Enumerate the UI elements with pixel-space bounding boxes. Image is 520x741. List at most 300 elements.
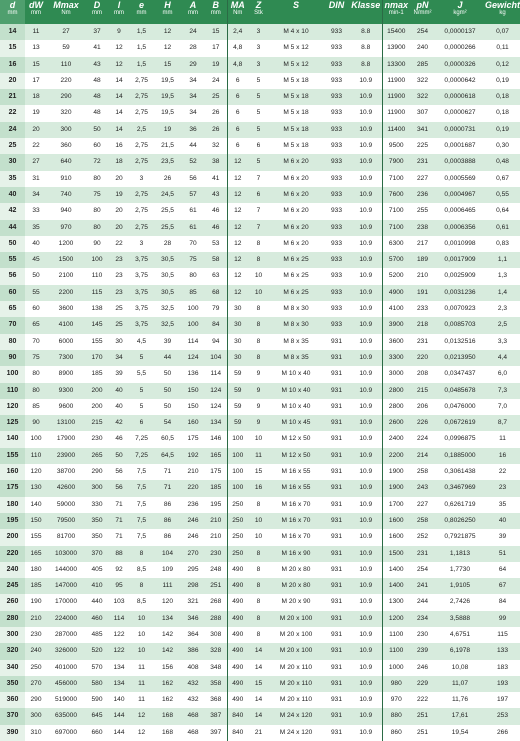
table-cell: 29 [181,57,205,73]
table-cell: 246 [181,513,205,529]
table-cell: M 24 x 120 [269,725,323,741]
table-cell: 15 [154,57,181,73]
table-cell: 40 [109,383,129,399]
table-cell: 931 [323,513,350,529]
table-cell: 933 [323,122,350,138]
table-cell: 580 [85,676,109,692]
table-cell: 0,0006356 [435,220,485,236]
table-cell: 14 [109,73,129,89]
table-cell: 10.9 [350,187,382,203]
table-cell: 220 [47,73,85,89]
table-cell: 51 [485,546,520,562]
header-klasse: Klasse [350,0,382,24]
table-cell: 25,5 [154,220,181,236]
table-cell: 155 [0,448,25,464]
table-cell: 17,61 [435,708,485,724]
table-cell: 18 [25,89,47,105]
table-row [0,464,520,480]
table-cell: 75 [85,187,109,203]
table-cell: 12 [154,40,181,56]
table-cell: 150 [181,399,205,415]
table-cell: 58 [205,252,227,268]
table-row [0,366,520,382]
table-cell: 59000 [47,497,85,513]
table-cell: 13100 [47,415,85,431]
table-cell: 322 [410,89,435,105]
table-cell: 970 [47,220,85,236]
table-cell: 6 [227,105,248,121]
table-cell: 130 [25,480,47,496]
table-cell: 10 [248,529,269,545]
table-cell: 0,0213950 [435,350,485,366]
table-cell: 3,75 [129,252,154,268]
table-cell: 931 [323,546,350,562]
table-cell: 1,1 [485,252,520,268]
table-cell: M 6 x 25 [269,252,323,268]
table-row [0,448,520,464]
table-cell: 24,5 [154,187,181,203]
table-cell: M 4 x 10 [269,24,323,40]
table-cell: 1600 [382,529,410,545]
table-cell: 8 [248,546,269,562]
table-cell: 490 [227,594,248,610]
table-cell: 14 [109,89,129,105]
table-cell: 134 [109,676,129,692]
table-cell: 81700 [47,529,85,545]
table-cell: 61 [181,220,205,236]
table-cell: 217 [410,236,435,252]
table-cell: 45 [25,252,47,268]
table-cell: 20 [25,122,47,138]
table-cell: 10 [129,611,154,627]
table-cell: M 6 x 20 [269,154,323,170]
table-cell: 1900 [382,480,410,496]
table-cell: 142 [154,643,181,659]
table-cell: 2800 [382,399,410,415]
table-cell: 59 [47,40,85,56]
table-cell: 2800 [382,383,410,399]
table-cell: 28 [154,236,181,252]
table-cell: 0,1885000 [435,448,485,464]
table-cell: M 6 x 20 [269,187,323,203]
table-cell: 519000 [47,692,85,708]
table-cell: 230 [205,546,227,562]
table-cell: 386 [181,643,205,659]
table-cell: 222 [410,692,435,708]
table-cell: 56 [0,268,25,284]
table-cell: 10.9 [350,383,382,399]
table-cell: 20 [109,220,129,236]
table-cell: 55 [0,252,25,268]
table-row [0,643,520,659]
table-cell: 100 [181,301,205,317]
table-cell: 21,5 [154,138,181,154]
table-cell: 38 [205,154,227,170]
table-cell: 931 [323,643,350,659]
table-cell: 162 [154,676,181,692]
table-cell: 10.9 [350,562,382,578]
table-cell: 270 [25,676,47,692]
table-cell: 120 [25,464,47,480]
table-cell: M 16 x 70 [269,497,323,513]
table-cell: 80 [85,203,109,219]
table-cell: 50 [154,399,181,415]
table-cell: 10 [248,431,269,447]
table-cell: 14 [109,105,129,121]
table-cell: 12 [109,40,129,56]
table-row [0,692,520,708]
table-cell: 645 [85,708,109,724]
table-cell: 175 [181,431,205,447]
table-cell: 50 [154,366,181,382]
table-cell: 210 [25,611,47,627]
table-cell: 6 [227,73,248,89]
table-cell: 10.9 [350,317,382,333]
table-row [0,350,520,366]
table-cell: 8,5 [129,594,154,610]
table-cell: 1900 [382,464,410,480]
table-cell: 92 [109,562,129,578]
table-cell: 19,5 [154,89,181,105]
table-cell: 240 [0,562,25,578]
table-cell: 3 [129,171,154,187]
table-cell: M 5 x 12 [269,40,323,56]
table-cell: 111 [154,578,181,594]
table-cell: 67 [485,578,520,594]
table-cell: 136 [181,366,205,382]
table-cell: 7,3 [485,383,520,399]
table-cell: 23 [109,252,129,268]
table-cell: 71 [154,480,181,496]
table-cell: 12 [227,285,248,301]
table-cell: 59 [227,366,248,382]
table-cell: 65 [25,317,47,333]
table-cell: 300 [85,480,109,496]
table-cell: 11 [129,660,154,676]
table-cell: 258 [410,513,435,529]
table-cell: 260 [0,594,25,610]
table-cell: 364 [181,627,205,643]
table-cell: 251 [410,708,435,724]
table-cell: 10.9 [350,725,382,741]
table-cell: 7,5 [129,529,154,545]
table-cell: 0,55 [485,187,520,203]
table-cell: 2,75 [129,154,154,170]
table-cell: 320 [47,105,85,121]
table-cell: M 6 x 20 [269,171,323,187]
table-cell: 328 [205,643,227,659]
table-cell: 10.9 [350,334,382,350]
table-cell: 59 [227,383,248,399]
table-cell: 48 [85,105,109,121]
table-cell: 6 [227,89,248,105]
table-row [0,105,520,121]
table-cell: 0,0476000 [435,399,485,415]
table-cell: 7 [248,203,269,219]
table-cell: 931 [323,334,350,350]
table-row [0,24,520,40]
table-cell: 85 [25,399,47,415]
table-row [0,171,520,187]
table-cell: 20 [109,171,129,187]
table-cell: 9 [248,399,269,415]
table-cell: 0,18 [485,89,520,105]
table-cell: 124 [205,399,227,415]
table-cell: 165 [25,546,47,562]
table-cell: 3900 [382,317,410,333]
table-cell: 250 [25,660,47,676]
table-cell: 71 [109,529,129,545]
table-cell: 931 [323,366,350,382]
table-cell: 840 [227,725,248,741]
table-cell: 2200 [382,448,410,464]
table-cell: 239 [410,643,435,659]
table-cell: 0,0004967 [435,187,485,203]
table-cell: 485 [85,627,109,643]
table-cell: 200 [85,399,109,415]
table-cell: 910 [47,171,85,187]
table-cell: 7300 [47,350,85,366]
table-cell: 1200 [47,236,85,252]
header-gewicht: Gewicht kg [485,0,520,24]
table-cell: 104 [205,350,227,366]
table-cell: 933 [323,57,350,73]
table-cell: 33 [25,203,47,219]
table-cell: 0,61 [485,220,520,236]
table-cell: 56 [109,480,129,496]
table-cell: 56 [109,464,129,480]
table-cell: 9300 [47,383,85,399]
table-cell: 27 [25,154,47,170]
table-cell: 1500 [47,252,85,268]
table-cell: 52 [181,154,205,170]
table-cell: 70 [25,334,47,350]
table-cell: 8 [248,562,269,578]
table-cell: 326000 [47,643,85,659]
table-cell: 9 [248,383,269,399]
header-e: e mm [129,0,154,24]
table-cell: 122 [109,627,129,643]
table-cell: 931 [323,611,350,627]
table-cell: 30 [227,350,248,366]
table-cell: 100 [85,252,109,268]
table-cell: M 16 x 55 [269,464,323,480]
table-cell: 3 [248,57,269,73]
table-cell: 22 [25,138,47,154]
table-cell: 170000 [47,594,85,610]
table-cell: 320 [0,643,25,659]
table-cell: 0,19 [485,73,520,89]
table-cell: 322 [410,73,435,89]
table-cell: 26 [154,171,181,187]
table-cell: 5,5 [129,366,154,382]
table-cell: 64 [485,562,520,578]
table-cell: 280 [0,611,25,627]
header-D: D mm [85,0,109,24]
table-cell: 4,8 [227,57,248,73]
table-cell: 268 [205,594,227,610]
table-row [0,708,520,724]
table-cell: 933 [323,203,350,219]
table-cell: 8 [248,611,269,627]
table-cell: 10.9 [350,708,382,724]
table-cell: 3,5888 [435,611,485,627]
table-cell: 19 [205,57,227,73]
table-cell: 0,0000266 [435,40,485,56]
table-cell: 238 [410,220,435,236]
table-cell: 432 [181,692,205,708]
table-cell: 6 [248,138,269,154]
table-cell: 931 [323,448,350,464]
table-cell: 8 [129,578,154,594]
table-cell: 2,75 [129,138,154,154]
table-cell: 23 [109,268,129,284]
table-cell: 0,0000618 [435,89,485,105]
table-cell: M 5 x 18 [269,122,323,138]
table-row [0,268,520,284]
table-cell: M 16 x 55 [269,480,323,496]
table-row [0,676,520,692]
table-cell: 110 [47,57,85,73]
table-cell: 7100 [382,171,410,187]
table-cell: 155 [25,529,47,545]
table-cell: M 10 x 40 [269,366,323,382]
table-cell: 10 [248,285,269,301]
table-cell: 1200 [382,611,410,627]
table-cell: 1,7730 [435,562,485,578]
table-cell: 16 [0,57,25,73]
table-cell: M 8 x 35 [269,334,323,350]
table-cell: 240 [410,40,435,56]
table-cell: 13900 [382,40,410,56]
table-cell: 100 [227,431,248,447]
table-cell: 27 [47,24,85,40]
table-cell: 11900 [382,73,410,89]
table-cell: 401000 [47,660,85,676]
table-cell: 933 [323,171,350,187]
table-row [0,725,520,741]
table-cell: 2400 [382,431,410,447]
table-cell: 35 [485,497,520,513]
table-cell: 86 [154,529,181,545]
table-cell: 39 [109,366,129,382]
table-cell: 348 [205,660,227,676]
table-cell: 30,5 [154,252,181,268]
table-cell: 16 [485,448,520,464]
table-cell: 40 [109,399,129,415]
table-cell: 42600 [47,480,85,496]
table-cell: 10 [248,513,269,529]
table-cell: 34 [109,350,129,366]
table-cell: 2200 [47,285,85,301]
table-cell: 10.9 [350,105,382,121]
table-cell: 931 [323,415,350,431]
table-cell: 56 [181,171,205,187]
table-cell: M 12 x 50 [269,448,323,464]
table-cell: 15 [25,57,47,73]
table-cell: 4,8 [227,40,248,56]
table-cell: 10.9 [350,236,382,252]
table-cell: 3,75 [129,268,154,284]
table-cell: 25,5 [154,203,181,219]
table-cell: 220 [410,350,435,366]
table-cell: 248 [205,562,227,578]
table-cell: 15 [0,40,25,56]
table-cell: 25 [205,89,227,105]
table-cell: M 16 x 70 [269,513,323,529]
table-cell: 10.9 [350,546,382,562]
table-cell: 24 [0,122,25,138]
table-cell: 71 [109,497,129,513]
table-cell: M 24 x 120 [269,708,323,724]
table-cell: 360 [47,138,85,154]
table-cell: 183 [485,660,520,676]
table-cell: 933 [323,220,350,236]
table-cell: 46 [205,203,227,219]
table-cell: 0,0000326 [435,57,485,73]
table-cell: 3,75 [129,317,154,333]
table-row [0,301,520,317]
table-cell: 40 [0,187,25,203]
table-cell: 931 [323,562,350,578]
table-cell: 12 [109,57,129,73]
table-cell: M 6 x 25 [269,285,323,301]
table-cell: 5 [129,399,154,415]
table-cell: 60,5 [154,431,181,447]
table-cell: 236 [410,187,435,203]
table-cell: 408 [181,660,205,676]
table-cell: 490 [227,562,248,578]
table-row [0,627,520,643]
table-cell: 61 [181,203,205,219]
table-cell: 0,0003888 [435,154,485,170]
table-cell: 7900 [382,154,410,170]
table-cell: 200 [0,529,25,545]
table-cell: 10 [129,627,154,643]
table-row [0,594,520,610]
table-row [0,529,520,545]
table-cell: 53 [205,236,227,252]
table-cell: 520 [85,643,109,659]
table-cell: 12 [227,236,248,252]
table-cell: 456000 [47,676,85,692]
table-cell: 0,83 [485,236,520,252]
table-cell: 41 [205,171,227,187]
table-cell: 0,0005569 [435,171,485,187]
header-A: A mm [181,0,205,24]
table-row [0,317,520,333]
table-cell: 251 [205,578,227,594]
table-cell: 84 [205,317,227,333]
table-cell: 80 [0,334,25,350]
table-cell: 63 [205,268,227,284]
table-cell: 1000 [382,660,410,676]
table-cell: 8 [248,252,269,268]
table-cell: 2,5 [129,122,154,138]
table-cell: 94 [205,334,227,350]
table-cell: 0,0000642 [435,73,485,89]
table-cell: 7,0 [485,399,520,415]
table-cell: 2100 [47,268,85,284]
table-cell: M 5 x 18 [269,138,323,154]
table-cell: 0,0000627 [435,105,485,121]
table-cell: 980 [382,676,410,692]
table-cell: 10.9 [350,415,382,431]
table-cell: 370 [85,546,109,562]
table-cell: 254 [410,24,435,40]
table-cell: 30 [109,334,129,350]
table-cell: M 10 x 40 [269,399,323,415]
